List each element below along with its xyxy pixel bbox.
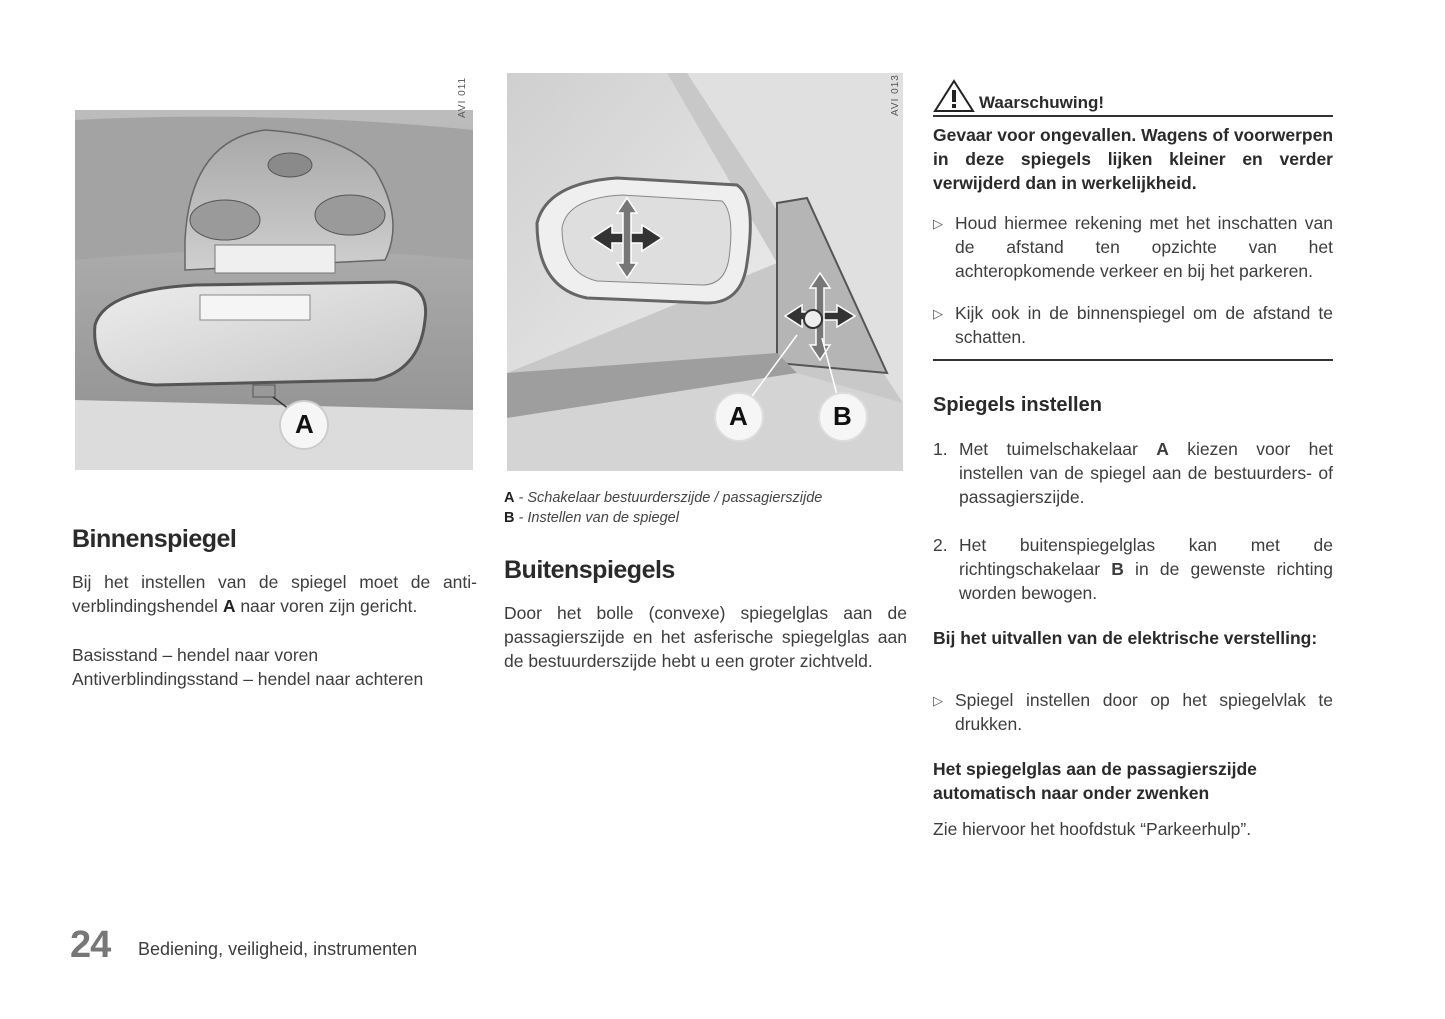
- steps-list: [933, 437, 1333, 605]
- subsection-title-uitvallen: Bij het uitvallen van de elektrische verstelling:: [933, 628, 1318, 648]
- subsection-title-passagierszijde: Het spiegelglas aan de passagierszijde automatisch naar onder zwenken: [933, 759, 1257, 803]
- interior-mirror-figure: [75, 110, 473, 470]
- figure-label-b: B: [833, 401, 852, 431]
- warning-bullet-text: Houd hiermee rekening met het inschatten van de afstand ten opzichte van het achteropkomende verkeer en bij het parkeren.: [955, 213, 1333, 281]
- basisstand-line: Basisstand – hendel naar voren: [72, 645, 319, 665]
- step-key: B: [1111, 559, 1124, 579]
- step-text-pre: Het buitenspiegelglas kan met de richtingschakelaar: [959, 535, 1333, 579]
- bullet-triangle-icon: ▷: [933, 693, 943, 708]
- warning-title: Waarschuwing!: [979, 93, 1104, 112]
- caption-line-b: [504, 508, 904, 528]
- section-title-buitenspiegels: Buitenspiegels: [504, 556, 675, 584]
- exterior-mirror-figure: [507, 73, 903, 471]
- page-number: 24: [70, 924, 111, 966]
- bullet-triangle-icon: ▷: [933, 306, 943, 321]
- binnenspiegel-text-post: naar voren zijn gericht.: [235, 596, 418, 616]
- step-number: 2.: [933, 535, 948, 555]
- warning-box: [933, 73, 1333, 361]
- footer-section-title: Bediening, veiligheid, instrumenten: [138, 939, 418, 959]
- warning-bold-text: Gevaar voor ongevallen. Wagens of voorwerpen in deze spiegels lijken kleiner en verder verwijderd dan in werkelijkheid.: [933, 125, 1334, 193]
- figure-caption: [504, 488, 904, 528]
- step-text-post: in de gewenste richting worden bewogen.: [959, 559, 1333, 603]
- warning-divider: [933, 359, 1333, 361]
- caption-text-b: - Instellen van de spiegel: [514, 510, 679, 526]
- binnenspiegel-text-pre: Bij het instellen van de spiegel moet de anti-verblindingshendel: [72, 572, 477, 616]
- binnenspiegel-key: A: [222, 596, 236, 616]
- warning-bullet: [933, 211, 1333, 283]
- warning-bullet: [933, 301, 1333, 349]
- binnenspiegel-paragraph: [72, 570, 477, 618]
- buitenspiegels-paragraph: Door het bolle (convexe) spiegelglas aan de passagierszijde en het asferische spiegelglas aan de bestuurderszijde hebt u een groter zichtveld.: [504, 603, 907, 671]
- antiverblindingsstand-line: Antiverblindingsstand – hendel naar achteren: [72, 669, 424, 689]
- caption-key-a: A: [504, 490, 515, 506]
- figure-code-left: AVI 011: [457, 76, 468, 118]
- step-item: [933, 533, 1333, 605]
- step-text-post: kiezen voor het instellen van de spiegel aan de bestuurders- of passagierszijde.: [959, 439, 1333, 507]
- warning-bullet-text: Kijk ook in de binnenspiegel om de afstand te schatten.: [955, 303, 1333, 347]
- step-number: 1.: [933, 439, 948, 459]
- warning-header: [933, 73, 1333, 117]
- section-title-spiegels-instellen: Spiegels instellen: [933, 394, 1102, 416]
- binnenspiegel-positions: [72, 643, 477, 691]
- step-text-pre: Met tuimelschakelaar: [959, 439, 1157, 459]
- caption-key-b: B: [504, 510, 515, 526]
- uitvallen-bullet-text: Spiegel instellen door op het spiegelvlak te drukken.: [955, 690, 1333, 734]
- bullet-triangle-icon: ▷: [933, 216, 943, 231]
- figure-label-a: A: [729, 401, 748, 431]
- caption-text-a: - Schakelaar bestuurderszijde / passagierszijde: [514, 490, 823, 506]
- uitvallen-bullet: [933, 688, 1333, 736]
- caption-line-a: [504, 488, 904, 508]
- figure-code-middle: AVI 013: [890, 74, 901, 116]
- step-item: [933, 437, 1333, 509]
- passagier-reference-text: Zie hiervoor het hoofdstuk “Parkeerhulp”.: [933, 819, 1252, 839]
- warning-triangle-icon: [933, 79, 975, 113]
- step-key: A: [1156, 439, 1169, 459]
- section-title-binnenspiegel: Binnenspiegel: [72, 525, 237, 553]
- figure-label-a: A: [295, 409, 314, 439]
